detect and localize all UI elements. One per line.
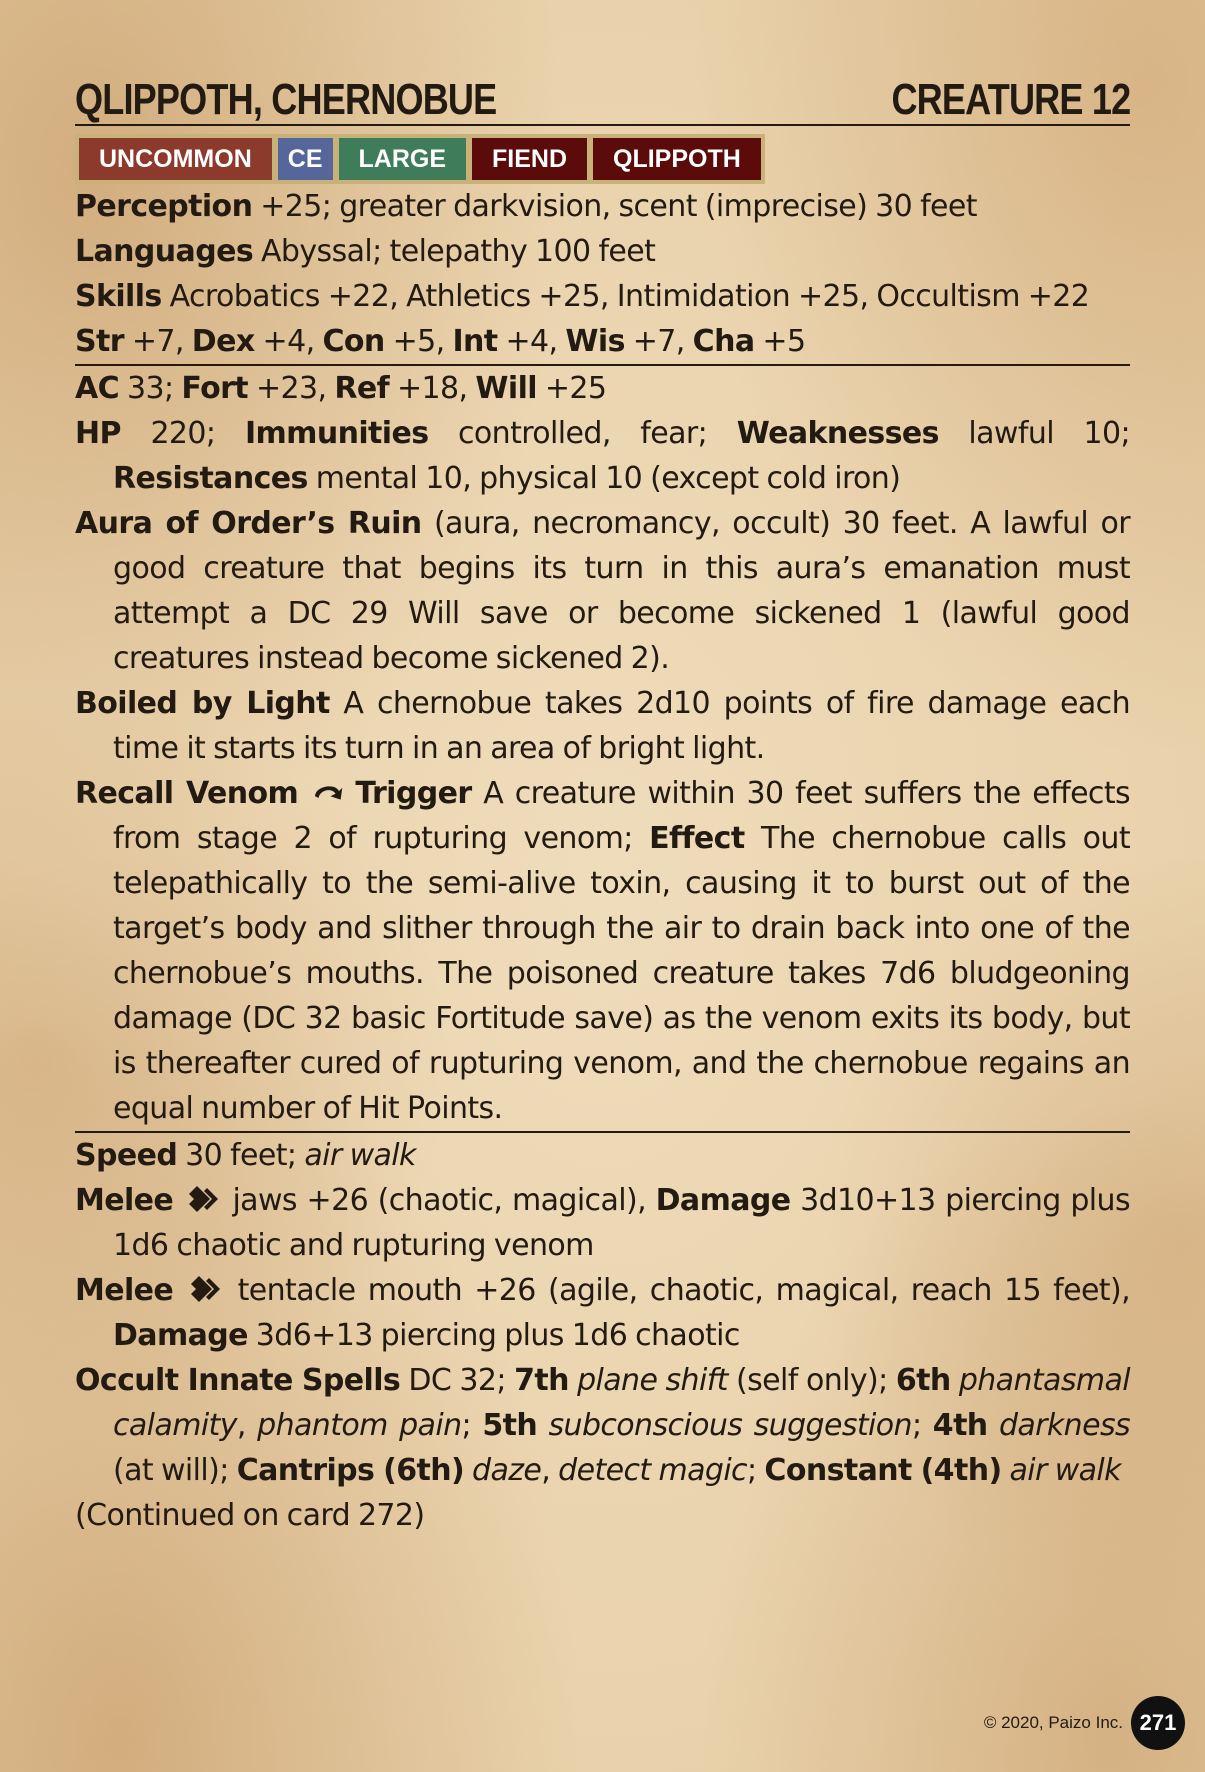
spell-separator: ;	[461, 1408, 483, 1443]
perception-label: Perception	[75, 189, 253, 224]
int-value: +4,	[497, 324, 566, 359]
str-label: Str	[75, 324, 124, 359]
single-action-icon	[183, 1184, 223, 1214]
rank4-label: 4th	[932, 1408, 988, 1443]
spell-darkness: darkness	[998, 1408, 1131, 1443]
skills-label: Skills	[75, 279, 162, 314]
languages-value: Abyssal; telepathy 100 feet	[253, 234, 656, 269]
ac-value: 33;	[119, 371, 182, 406]
tentacle-damage: 3d6+13 piercing plus 1d6 chaotic	[247, 1318, 740, 1353]
skills-value: Acrobatics +22, Athletics +25, Intimidation +25, Occultism +22	[161, 279, 1090, 314]
str-value: +7,	[123, 324, 192, 359]
aura-entry	[75, 501, 1130, 681]
attributes-line	[75, 319, 1130, 364]
speed-line	[75, 1131, 1130, 1178]
hp-entry	[75, 411, 1130, 501]
effect-label: Effect	[649, 821, 745, 856]
boiled-label: Boiled by Light	[75, 686, 330, 721]
spell-daze: daze	[472, 1453, 542, 1488]
con-label: Con	[322, 324, 385, 359]
melee-label: Melee	[75, 1273, 174, 1308]
resistances-value: mental 10, physical 10 (except cold iron)	[307, 461, 901, 496]
rank7-label: 7th	[514, 1363, 569, 1398]
skills-line	[75, 274, 1130, 319]
stat-block	[75, 70, 1130, 1538]
ref-value: +18,	[389, 371, 476, 406]
tentacle-damage-label: Damage	[113, 1318, 248, 1353]
spells-label: Occult Innate Spells	[75, 1363, 401, 1398]
aura-label: Aura of Order’s Ruin	[75, 506, 422, 541]
trait-uncommon: UNCOMMON	[79, 138, 272, 180]
rank7-note: (self only);	[727, 1363, 896, 1398]
trigger-label: Trigger	[355, 776, 472, 811]
melee-tentacle-entry	[75, 1268, 1130, 1358]
boiled-text: A chernobue takes 2d10 points of fire damage each time it starts its turn in an area of bright light.	[113, 686, 1130, 766]
spell-air-walk: air walk	[1009, 1453, 1121, 1488]
trait-list	[75, 134, 765, 184]
resistances-label: Resistances	[113, 461, 308, 496]
speed-air-walk: air walk	[304, 1138, 416, 1173]
recall-venom-label: Recall Venom	[75, 776, 299, 811]
boiled-entry	[75, 681, 1130, 771]
card-number: 271	[1131, 1696, 1185, 1750]
spell-separator: ;	[911, 1408, 933, 1443]
spell-detect-magic: detect magic	[558, 1453, 747, 1488]
fort-label: Fort	[181, 371, 249, 406]
weaknesses-label: Weaknesses	[736, 416, 939, 451]
languages-label: Languages	[75, 234, 254, 269]
stat-text	[75, 184, 1130, 1538]
languages-line	[75, 229, 1130, 274]
reaction-icon	[310, 777, 344, 807]
trait-qlippoth: QLIPPOTH	[593, 138, 761, 180]
single-action-icon	[185, 1274, 225, 1304]
creature-level: CREATURE 12	[891, 75, 1130, 124]
dex-value: +4,	[254, 324, 323, 359]
spell-separator: ;	[746, 1453, 765, 1488]
rank4-note: (at will);	[113, 1453, 237, 1488]
continued-note: (Continued on card 272)	[75, 1498, 425, 1533]
jaws-damage-label: Damage	[655, 1183, 791, 1218]
tentacle-attack: tentacle mouth +26 (agile, chaotic, magical, reach 15 feet),	[237, 1273, 1131, 1308]
cantrips-label: Cantrips (6th)	[236, 1453, 465, 1488]
rank6-label: 6th	[895, 1363, 951, 1398]
trigger-text: A creature within 30 feet suffers the effects from stage 2 of rupturing venom;	[113, 776, 1131, 856]
footer	[984, 1696, 1185, 1750]
perception-line	[75, 184, 1130, 229]
hp-value: 220;	[120, 416, 245, 451]
cha-label: Cha	[692, 324, 755, 359]
trait-large: LARGE	[339, 138, 467, 180]
trait-ce: CE	[278, 138, 333, 180]
fort-value: +23,	[248, 371, 335, 406]
weaknesses-value: lawful 10;	[938, 416, 1130, 451]
wis-label: Wis	[565, 324, 625, 359]
effect-text: The chernobue calls out telepathically to the semi-alive toxin, causing it to burst out of the target’s body and slither through the air to drain back into one of the chernobue’s mouths. The poisoned creature takes 7d6 bludgeoning damage (DC 32 basic Fortitude save) as the venom exits its body, but is thereafter cured of rupturing venom, and the chernobue regains an equal number of Hit Points.	[113, 821, 1130, 1126]
hp-label: HP	[75, 416, 121, 451]
constant-label: Constant (4th)	[764, 1453, 1002, 1488]
recall-venom-entry	[75, 771, 1130, 1131]
speed-value: 30 feet;	[177, 1138, 305, 1173]
spell-plane-shift: plane shift	[577, 1363, 728, 1398]
immunities-value: controlled, fear;	[428, 416, 737, 451]
trait-fiend: FIEND	[472, 138, 587, 180]
dex-label: Dex	[191, 324, 255, 359]
will-label: Will	[475, 371, 537, 406]
will-value: +25	[536, 371, 607, 406]
creature-name: QLIPPOTH, CHERNOBUE	[75, 75, 497, 124]
jaws-damage: 3d10+13 piercing plus 1d6 chaotic and rupturing venom	[113, 1183, 1130, 1263]
spell-phantasmal-calamity: phantasmal calamity	[113, 1363, 1131, 1443]
title-row	[75, 70, 1130, 126]
speed-label: Speed	[75, 1138, 178, 1173]
spell-phantom-pain: phantom pain	[257, 1408, 462, 1443]
defense-line	[75, 364, 1130, 411]
melee-label: Melee	[75, 1183, 174, 1218]
copyright: © 2020, Paizo Inc.	[983, 1713, 1123, 1732]
perception-value: +25; greater darkvision, scent (imprecise) 30 feet	[252, 189, 977, 224]
spell-separator: ,	[236, 1408, 258, 1443]
ac-label: AC	[75, 371, 120, 406]
spells-dc: DC 32;	[400, 1363, 515, 1398]
jaws-attack: jaws +26 (chaotic, magical),	[232, 1183, 656, 1218]
spell-subconscious-suggestion: subconscious suggestion	[548, 1408, 912, 1443]
wis-value: +7,	[624, 324, 693, 359]
con-value: +5,	[384, 324, 453, 359]
ref-label: Ref	[334, 371, 390, 406]
spell-separator: ,	[541, 1453, 559, 1488]
aura-text: (aura, necromancy, occult) 30 feet. A lawful or good creature that begins its turn in this aura’s emanation must attempt a DC 29 Will save or become sickened 1 (lawful good creatures instead become sickened 2).	[113, 506, 1131, 676]
rank5-label: 5th	[482, 1408, 538, 1443]
spells-entry	[75, 1358, 1130, 1493]
melee-jaws-entry	[75, 1178, 1130, 1268]
int-label: Int	[452, 324, 498, 359]
cha-value: +5	[754, 324, 806, 359]
immunities-label: Immunities	[244, 416, 429, 451]
